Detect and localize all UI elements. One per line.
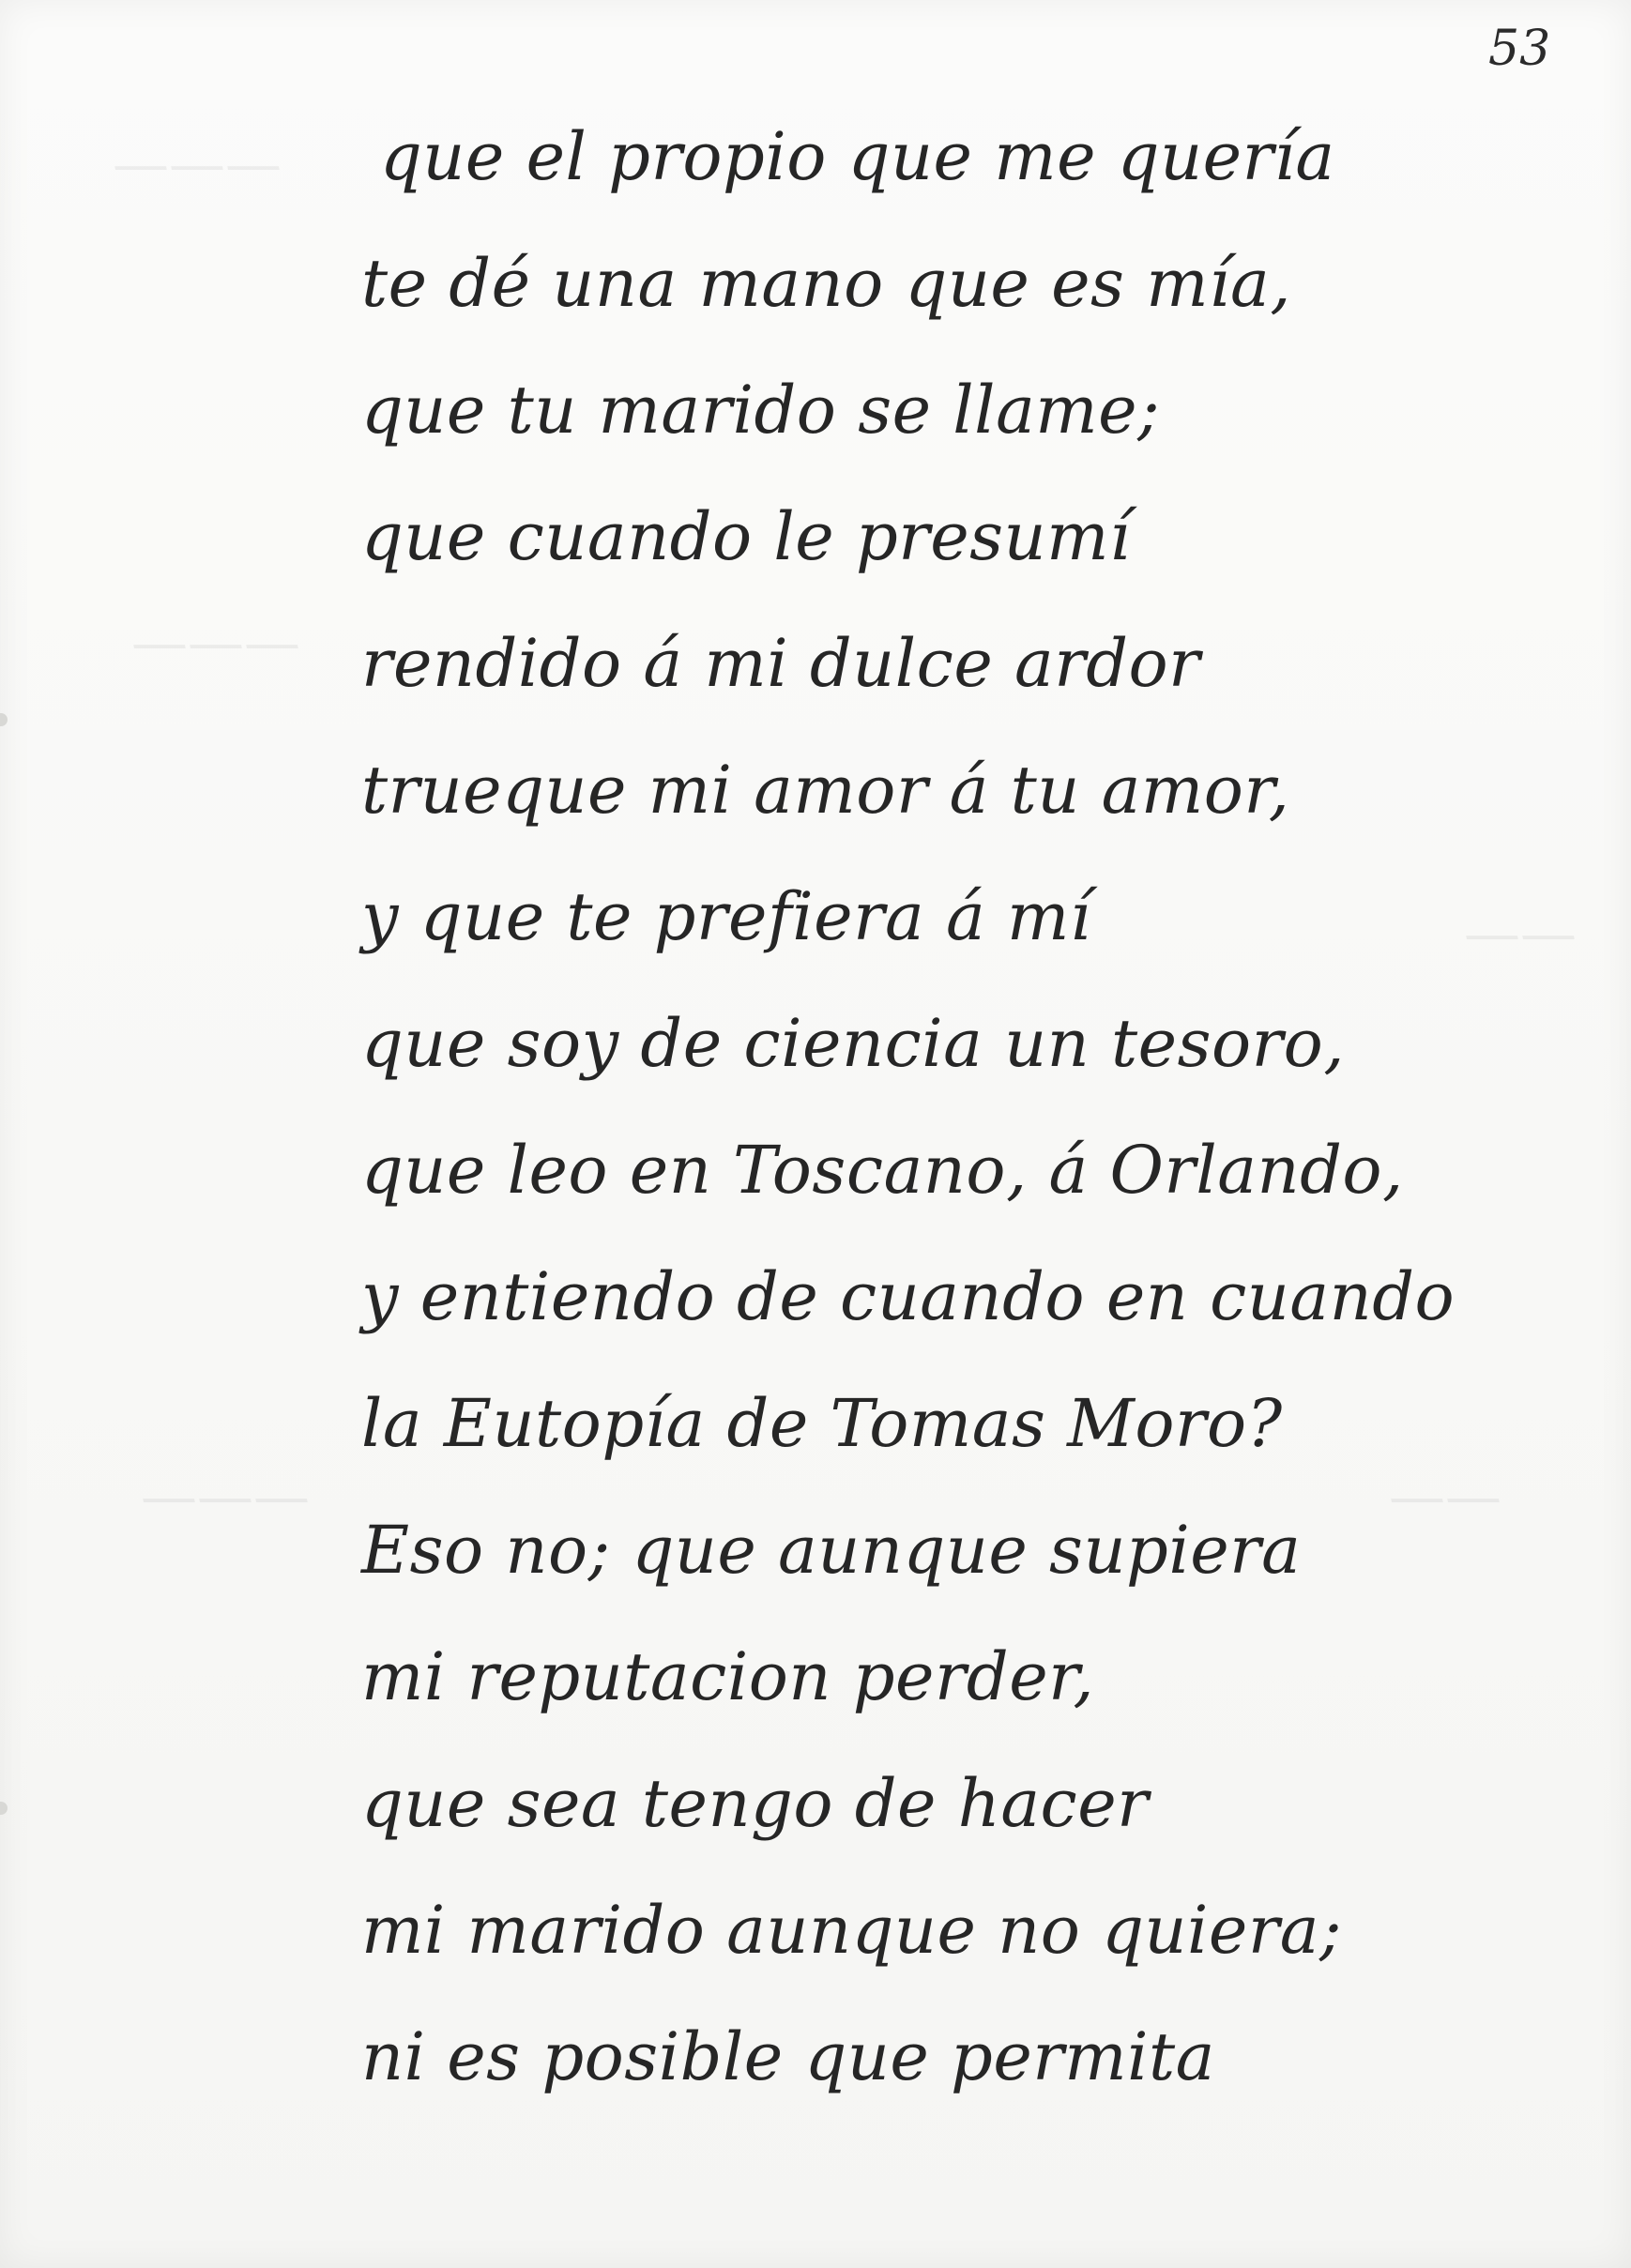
verse-line: Eso no; que aunque supiera bbox=[361, 1512, 1302, 1589]
verse-line: que tu marido se llame; bbox=[361, 372, 1161, 449]
verse-line: te dé una mano que es mía, bbox=[361, 245, 1291, 322]
folio-number: 53 bbox=[1488, 21, 1551, 77]
verse-line: mi marido aunque no quiera; bbox=[361, 1892, 1343, 1969]
verse-line: que el propio que me quería bbox=[380, 118, 1335, 195]
verse-list bbox=[361, 94, 1456, 2121]
binding-hole bbox=[0, 1802, 8, 1815]
verse-line: la Eutopía de Tomas Moro? bbox=[361, 1385, 1283, 1462]
bleed-through-mark: —— bbox=[1464, 901, 1577, 967]
verse-line: que sea tengo de hacer bbox=[361, 1765, 1150, 1842]
bleed-through-mark: ——— bbox=[141, 1464, 310, 1530]
verse-line: y entiendo de cuando en cuando bbox=[361, 1258, 1456, 1335]
verse-line: mi reputacion perder, bbox=[361, 1638, 1095, 1715]
bleed-through-mark: ——— bbox=[113, 131, 282, 197]
verse-line: ni es posible que permita bbox=[361, 2018, 1215, 2095]
verse-line: trueque mi amor á tu amor, bbox=[361, 752, 1290, 829]
verse-line: que leo en Toscano, á Orlando, bbox=[361, 1132, 1404, 1209]
verse-line: rendido á mi dulce ardor bbox=[361, 625, 1201, 702]
verse-line: y que te prefiera á mí bbox=[361, 878, 1091, 955]
binding-hole bbox=[0, 713, 8, 726]
verse-line: que soy de ciencia un tesoro, bbox=[361, 1005, 1345, 1082]
bleed-through-mark: —— bbox=[1389, 1464, 1501, 1530]
bleed-through-mark: ——— bbox=[131, 610, 300, 676]
verse-line: que cuando le presumí bbox=[361, 498, 1131, 575]
